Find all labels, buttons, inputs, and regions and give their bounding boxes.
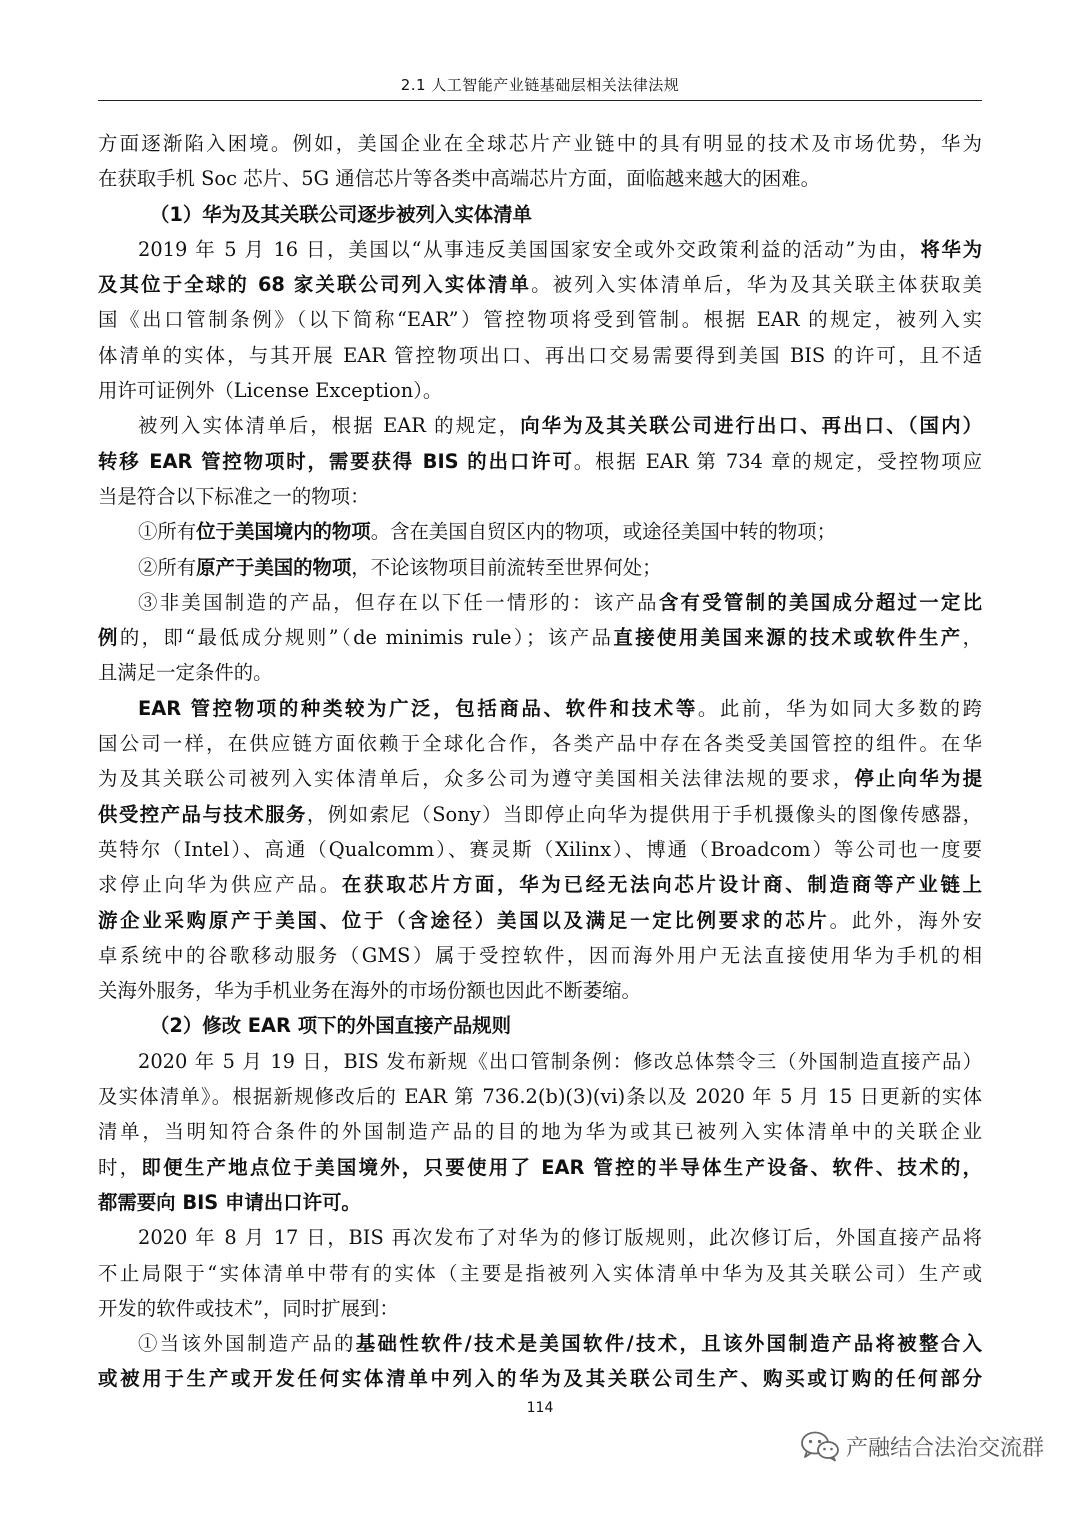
text-line: 被列入实体清单后，根据 EAR 的规定，向华为及其关联公司进行出口、再出口、（国内）	[138, 414, 982, 438]
watermark	[800, 1426, 1044, 1466]
text-line: 不止局限于“实体清单中带有的实体（主要是指被列入实体清单中华为及其关联公司）生产或	[98, 1261, 982, 1285]
text-line: 且满足一定条件的。	[98, 661, 273, 685]
text-line: 2020 年 5 月 19 日，BIS 发布新规《出口管制条例：修改总体禁令三（外国制造直接产品）	[138, 1049, 982, 1073]
list-item: ②所有原产于美国的物项，不论该物项目前流转至世界何处；	[138, 555, 662, 579]
text-line: 方面逐渐陷入困境。例如，美国企业在全球芯片产业链中的具有明显的技术及市场优势，华为	[98, 132, 982, 155]
section-heading: （1）华为及其关联公司逐步被列入实体清单	[150, 202, 532, 226]
text-line: 求停止向华为供应产品。在获取芯片方面，华为已经无法向芯片设计商、制造商等产业链上	[98, 873, 982, 897]
running-header: 2.1 人工智能产业链基础层相关法律法规	[400, 76, 680, 94]
list-item: ①所有位于美国境内的物项。含在美国自贸区内的物项，或途径美国中转的物项；	[138, 520, 837, 544]
text-line: 体清单的实体，与其开展 EAR 管控物项出口、再出口交易需要得到美国 BIS 的许可，且不适	[98, 343, 982, 367]
text-line: 当是符合以下标准之一的物项：	[98, 484, 370, 508]
text-line: 游企业采购原产于美国、位于（含途径）美国以及满足一定比例要求的芯片。此外，海外安	[98, 908, 982, 932]
page-number: 114	[526, 1400, 554, 1416]
text-line: EAR 管控物项的种类较为广泛，包括商品、软件和技术等。此前，华为如同大多数的跨	[138, 696, 982, 720]
text-line: 或被用于生产或开发任何实体清单中列入的华为及其关联公司生产、购买或订购的任何部分	[98, 1367, 982, 1391]
list-item: ①当该外国制造产品的基础性软件/技术是美国软件/技术，且该外国制造产品将被整合入	[138, 1332, 982, 1356]
text-line: 都需要向 BIS 申请出口许可。	[98, 1190, 361, 1214]
text-line: 开发的软件或技术”，同时扩展到：	[98, 1296, 399, 1320]
text-line: 在获取手机 Soc 芯片、5G 通信芯片等各类中高端芯片方面，面临越来越大的困难。	[98, 167, 821, 191]
text-line: 清单，当明知符合条件的外国制造产品的目的地为华为或其已被列入实体清单中的关联企业	[98, 1120, 982, 1144]
text-line: 供受控产品与技术服务，例如索尼（Sony）当即停止向华为提供用于手机摄像头的图像传感器，	[98, 802, 982, 826]
header-rule	[98, 100, 982, 101]
text-line: 国《出口管制条例》（以下简称“EAR”）管控物项将受到管制。根据 EAR 的规定，被列入实	[98, 308, 982, 332]
text-line: 用许可证例外（License Exception）。	[98, 379, 443, 403]
watermark-text: 产融结合法治交流群	[845, 1435, 1044, 1461]
section-heading: （2）修改 EAR 项下的外国直接产品规则	[150, 1014, 512, 1038]
list-item: ③非美国制造的产品，但存在以下任一情形的：该产品含有受管制的美国成分超过一定比	[138, 590, 982, 614]
text-line: 及其位于全球的 68 家关联公司列入实体清单。被列入实体清单后，华为及其关联主体获取美	[98, 273, 982, 297]
page-body	[98, 126, 982, 1397]
text-line: 时，即便生产地点位于美国境外，只要使用了 EAR 管控的半导体生产设备、软件、技术的，	[98, 1155, 982, 1179]
text-line: 国公司一样，在供应链方面依赖于全球化合作，各类产品中存在各类受美国管控的组件。在华	[98, 732, 982, 756]
text-line: 英特尔（Intel）、高通（Qualcomm）、赛灵斯（Xilinx）、博通（Broadcom）等公司也一度要	[98, 837, 982, 861]
text-line: 卓系统中的谷歌移动服务（GMS）属于受控软件，因而海外用户无法直接使用华为手机的相	[98, 943, 982, 967]
text-line: 2019 年 5 月 16 日，美国以“从事违反美国国家安全或外交政策利益的活动”为由，将华为	[138, 237, 982, 261]
text-line: 转移 EAR 管控物项时，需要获得 BIS 的出口许可。根据 EAR 第 734 章的规定，受控物项应	[98, 449, 982, 473]
text-line: 为及其关联公司被列入实体清单后，众多公司为遵守美国相关法律法规的要求，停止向华为提	[98, 767, 982, 791]
wechat-icon	[800, 1430, 840, 1462]
text-line: 及实体清单》。根据新规修改后的 EAR 第 736.2(b)(3)(vi)条以及 2020 年 5 月 15 日更新的实体	[98, 1085, 982, 1109]
text-line: 2020 年 8 月 17 日，BIS 再次发布了对华为的修订版规则，此次修订后，外国直接产品将	[138, 1226, 982, 1250]
text-line: 关海外服务，华为手机业务在海外的市场份额也因此不断萎缩。	[98, 979, 641, 1003]
text-line: 例的，即“最低成分规则”（de minimis rule）；该产品直接使用美国来源的技术或软件生产，	[98, 626, 982, 650]
